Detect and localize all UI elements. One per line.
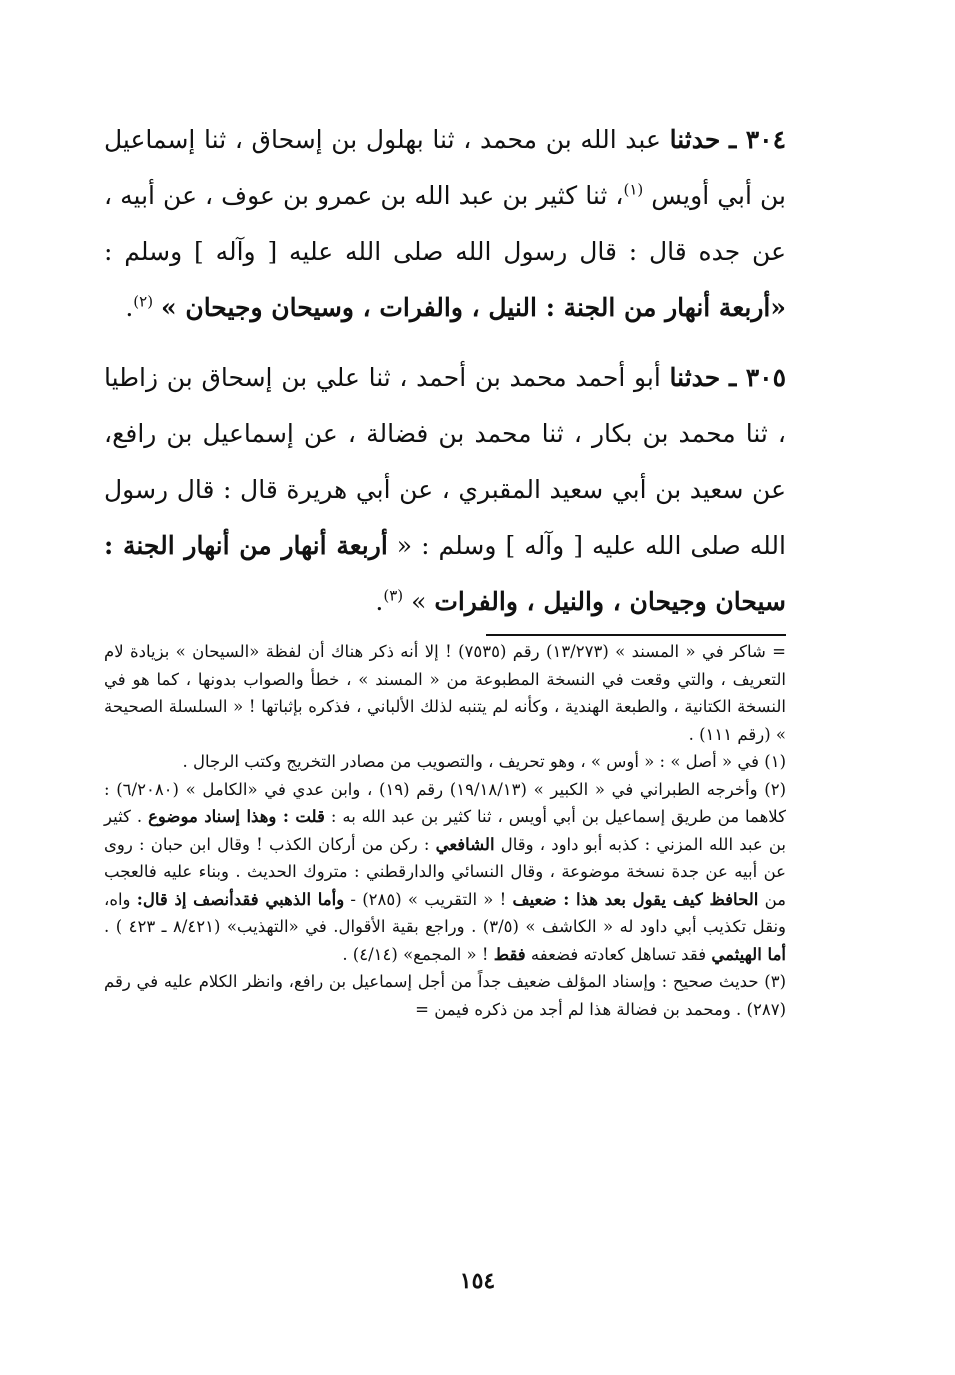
footnote-ref: (١) (623, 180, 644, 199)
footnote-2-bold: الحافظ كيف يقول بعد هذا : ضعيف (512, 889, 759, 909)
footnote-ref: (٣) (383, 586, 404, 605)
footnote-2-bold: أما الهيثمي (711, 944, 786, 964)
footnote-2-text: . كثير بن عبد الله المزني : كذبه أبو داود ، وقال (104, 807, 786, 854)
hadith-304 (104, 112, 786, 336)
main-text (104, 112, 786, 630)
footnote-2 (104, 776, 786, 969)
period: . (125, 293, 134, 322)
hadith-305 (104, 350, 786, 630)
page-number: ١٥٤ (459, 1268, 496, 1294)
isnad-text: ، ثنا كثير بن عبد الله بن عمرو بن عوف ، عن أبيه ، عن جده قال : قال رسول الله صلى الله عليه [ وآله ] وسلم : (104, 181, 786, 266)
haddathana: حدثنا (669, 363, 721, 392)
footnote-2-text: ! « التقريب » (٢٨٥) - (344, 889, 513, 909)
matn-text: أربعة أنهار من أنهار الجنة : سيحان وجيحان ، والنيل ، والفرات (104, 531, 786, 616)
footnote-2-bold: وأما الذهبي فقدأنصف إذ قال: (136, 889, 345, 909)
haddathana: حدثنا (669, 125, 721, 154)
footnote-2-text: ! « المجمع» (٤/١٤) . (342, 944, 494, 964)
footnote-separator (104, 634, 786, 636)
matn-text: «أربعة أنهار من الجنة : النيل ، والفرات ، وسيحان وجيحان » (161, 293, 786, 322)
footnote-2-text: واه، ونقل تكذيب أبي داود له « الكاشف » (٣/٥) . وراجع بقية الأقوال. في «التهذيب» (٨/٤٢١ ـ ٤٢٣ ) . (104, 889, 787, 936)
footnote-2-text: فقد تساهل كعادته فضعفه (525, 944, 712, 964)
footnote-1: (١) في « أصل » : « أوس » ، وهو تحريف ، والتصويب من مصادر التخريج وكتب الرجال . (182, 752, 786, 771)
isnad-text: أبو أحمد محمد بن أحمد ، ثنا علي بن إسحاق بن زاطيا ، ثنا محمد بن بكار ، ثنا محمد بن فضالة ، عن إسماعيل بن رافع، عن سعيد بن أبي سعيد المقبري ، عن أبي هريرة قال : قال رسول الله صلى الله عليه [ وآله ] وسلم : « (104, 363, 786, 560)
footnote-ref: (٢) (133, 292, 154, 311)
footnote-2-bold: الشافعي (435, 834, 495, 854)
page-body (104, 112, 786, 1023)
footnote-2-text: (٢) وأخرجه الطبراني في « الكبير » (١٩/١٨/١٣) رقم (١٩) ، وابن عدي في «الكامل » (٦/٢٠٨٠) : كلاهما من طريق إسماعيل بن أبي أويس ، ثنا كثير بن عبد الله به : (104, 779, 787, 826)
period: . (375, 587, 384, 616)
footnotes (104, 638, 786, 1023)
hadith-number: ٣٠٤ ـ (728, 125, 787, 154)
footnote-continuation: = شاكر في « المسند » (١٣/٢٧٣) رقم (٧٥٣٥) ! إلا أنه ذكر هناك أن لفظة «السيحان » بزيادة لام التعريف ، والتي وقعت في النسخة المطبوعة من « المسند » ، خطأ والصواب بدونها ، كما هو في النسخة الكتانية ، والطبعة الهندية ، وكأنه لم يتنبه لذلك الألباني ، فذكره بإثباتها ! « السلسلة الصحيحة » (رقم ١١١) . (104, 642, 786, 744)
footnote-2-bold: فقط (493, 944, 526, 964)
footnote-2-text: : ركن من أركان الكذب ! وقال ابن حبان : روى عن أبيه عن جدة نسخة موضوعة ، وقال النسائي والدارقطني : متروك الحديث . وبناء عليه فالعجب من (104, 834, 786, 909)
hadith-number: ٣٠٥ ـ (728, 363, 787, 392)
footnote-3: (٣) حديث صحيح : وإسناد المؤلف ضعيف جداً من أجل إسماعيل بن رافع، وانظر الكلام عليه في رقم (٢٨٧) . ومحمد بن فضالة هذا لم أجد من ذكره فيمن = (104, 972, 786, 1019)
quote-close: » (411, 587, 435, 616)
footnote-2-bold: قلت : وهذا إسناد موضوع (148, 807, 325, 826)
isnad-text: عبد الله بن محمد ، ثنا بهلول بن إسحاق ، ثنا إسماعيل بن أبي أويس (104, 125, 786, 210)
